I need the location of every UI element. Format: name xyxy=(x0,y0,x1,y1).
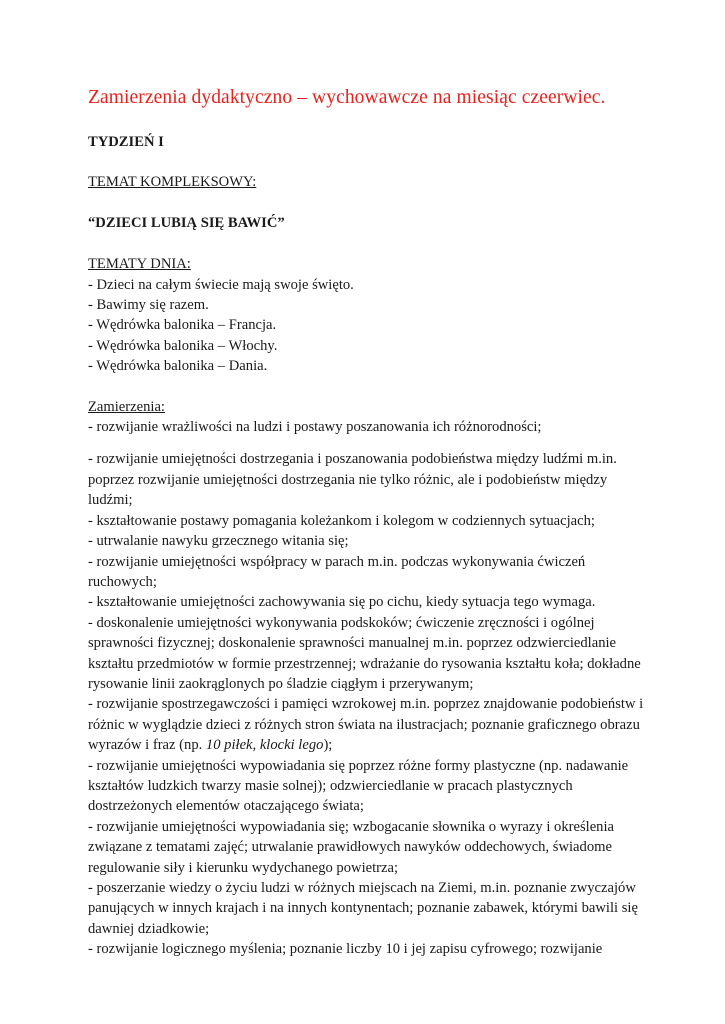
goal-item: - poszerzanie wiedzy o życiu ludzi w różnych miejscach na Ziemi, m.in. poznanie zwyczajów panujących w innych krajach i na innych kontynentach; poznanie zabawek, którymi bawili się dawniej dziadkowie; xyxy=(88,880,638,937)
document-page xyxy=(88,86,648,960)
complex-topic: “DZIECI LUBIĄ SIĘ BAWIĆ” xyxy=(88,214,285,231)
goal-text: ); xyxy=(323,737,333,754)
goals-list xyxy=(88,417,648,960)
goals-label: Zamierzenia: xyxy=(88,398,165,415)
week-heading: TYDZIEŃ I xyxy=(88,134,164,150)
goal-item: - kształtowanie postawy pomagania koleżankom i kolegom w codziennych sytuacjach; xyxy=(88,512,595,529)
day-topic-item: - Wędrówka balonika – Dania. xyxy=(88,358,268,375)
goal-item: - doskonalenie umiejętności wykonywania podskoków; ćwiczenie zręczności i ogólnej sprawności fizycznej; doskonalenie sprawności manualnej m.in. poprzez odzwierciedlanie kształtu przedmiotów w formie przestrzennej; wdrażanie do rysowania kształtu koła; dokładne rysowanie linii zaokrąglonych po śladzie ciągłym i przerywanym; xyxy=(88,614,641,692)
goal-item: - rozwijanie umiejętności dostrzegania i poszanowania podobieństwa między ludźmi m.in. poprzez rozwijanie umiejętności dostrzegania nie tylko różnic, ale i podobieństw między ludźmi; xyxy=(88,451,617,509)
day-topic-item: - Wędrówka balonika – Francja. xyxy=(88,317,277,334)
day-topic-item: - Wędrówka balonika – Włochy. xyxy=(88,337,278,354)
day-topic-item: - Dzieci na całym świecie mają swoje święto. xyxy=(88,276,354,293)
goal-item: - rozwijanie logicznego myślenia; poznanie liczby 10 i jej zapisu cyfrowego; rozwijanie xyxy=(88,941,603,958)
goal-item: - kształtowanie umiejętności zachowywania się po cichu, kiedy sytuacja tego wymaga. xyxy=(88,594,596,611)
goal-item: - rozwijanie umiejętności współpracy w parach m.in. podczas wykonywania ćwiczeń ruchowych; xyxy=(88,553,586,590)
day-topics-list xyxy=(88,275,648,377)
goal-item: - rozwijanie umiejętności wypowiadania się poprzez różne formy plastyczne (np. nadawanie kształtów ludzkich twarzy masie solnej); odzwierciedlanie w pracach plastycznych dostrzeżonych elementów otaczającego świata; xyxy=(88,757,629,815)
goal-item: - rozwijanie umiejętności wypowiadania się; wzbogacanie słownika o wyrazy i określenia związane z tematami zajęć; utrwalanie prawidłowych nawyków oddechowych, świadome regulowanie siły i kierunku wydychanego powietrza; xyxy=(88,818,615,876)
goal-text: - rozwijanie spostrzegawczości i pamięci wzrokowej m.in. poprzez znajdowanie podobieństw i różnic w wyglądzie dzieci z różnych stron świata na ilustracjach; poznanie graficznego obrazu wyrazów i fraz (np. xyxy=(88,696,644,754)
document-title: Zamierzenia dydaktyczno – wychowawcze na miesiąc czeerwiec. xyxy=(88,87,606,108)
goal-item-perception xyxy=(88,694,648,755)
goal-example-italic: 10 piłek, klocki lego xyxy=(205,737,324,754)
goal-item: - rozwijanie wrażliwości na ludzi i postawy poszanowania ich różnorodności; xyxy=(88,419,542,436)
goal-item: - utrwalanie nawyku grzecznego witania się; xyxy=(88,533,349,550)
day-topics-label: TEMATY DNIA: xyxy=(88,256,191,273)
complex-topic-label: TEMAT KOMPLEKSOWY: xyxy=(88,174,257,191)
day-topic-item: - Bawimy się razem. xyxy=(88,297,209,314)
